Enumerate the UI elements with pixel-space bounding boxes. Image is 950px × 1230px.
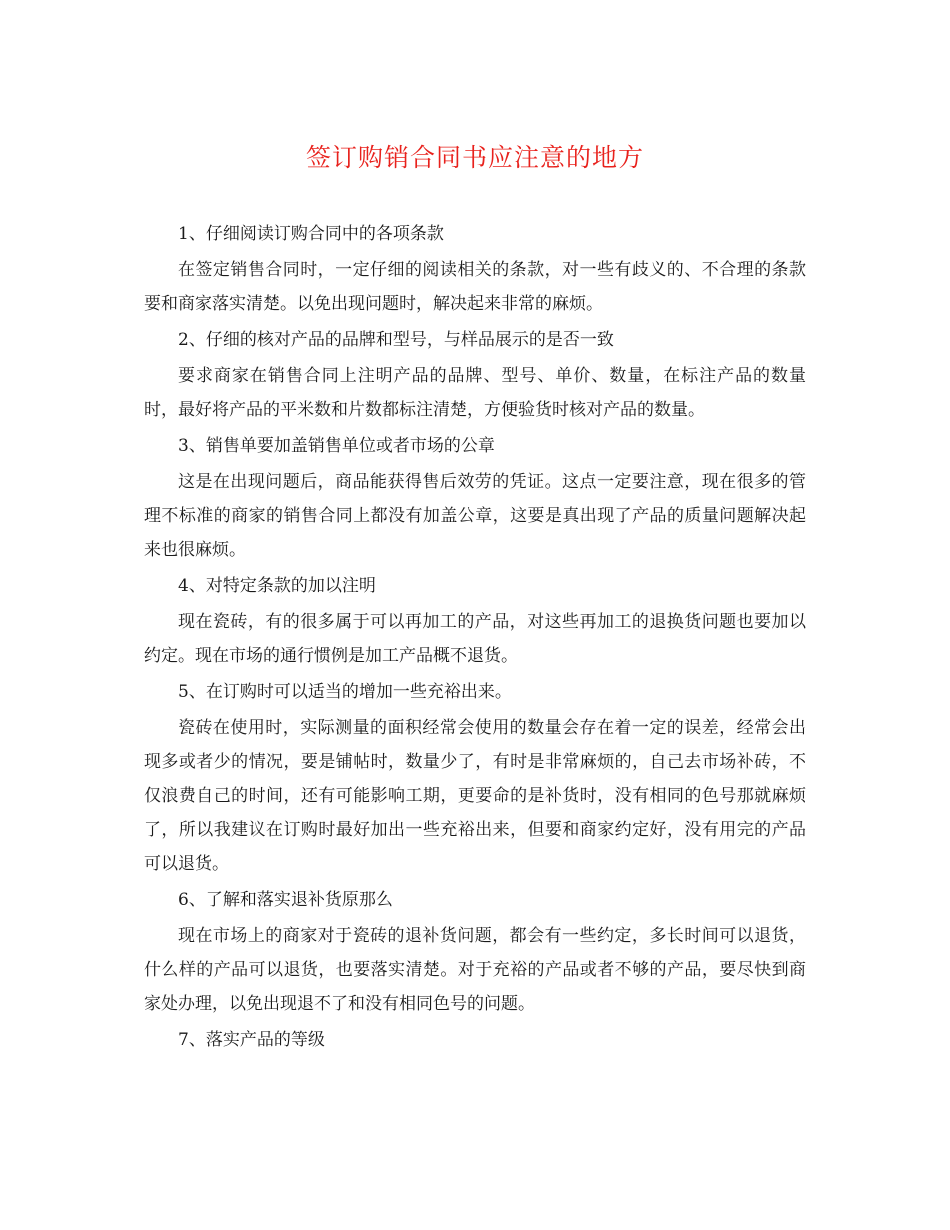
section-heading-6: 6、了解和落实退补货原那么 <box>178 890 393 910</box>
section-body-5: 瓷砖在使用时，实际测量的面积经常会使用的数量会存在着一定的误差，经常会出现多或者少的情况，要是铺帖时，数量少了，有时是非常麻烦的，自己去市场补砖，不仅浪费自己的时间，还有可能影响工期，更要命的是补货时，没有相同的色号那就麻烦了，所以我建议在订购时最好加出一些充裕出来，但要和商家约定好，没有用完的产品可以退货。 <box>144 718 806 874</box>
section-heading-2: 2、仔细的核对产品的品牌和型号，与样品展示的是否一致 <box>178 330 614 350</box>
document-title: 签订购销合同书应注意的地方 <box>305 143 644 172</box>
section-heading-3: 3、销售单要加盖销售单位或者市场的公章 <box>178 436 495 456</box>
section-heading-4: 4、对特定条款的加以注明 <box>178 576 376 596</box>
section-body-2: 要求商家在销售合同上注明产品的品牌、型号、单价、数量，在标注产品的数量时，最好将产品的平米数和片数都标注清楚，方便验货时核对产品的数量。 <box>144 366 806 420</box>
section-body-3: 这是在出现问题后，商品能获得售后效劳的凭证。这点一定要注意，现在很多的管理不标准的商家的销售合同上都没有加盖公章，这要是真出现了产品的质量问题解决起来也很麻烦。 <box>144 472 806 560</box>
section-body-1: 在签定销售合同时，一定仔细的阅读相关的条款，对一些有歧义的、不合理的条款要和商家落实清楚。以免出现问题时，解决起来非常的麻烦。 <box>144 260 806 314</box>
section-body-6: 现在市场上的商家对于瓷砖的退补货问题，都会有一些约定，多长时间可以退货，什么样的产品可以退货，也要落实清楚。对于充裕的产品或者不够的产品，要尽快到商家处办理，以免出现退不了和没有相同色号的问题。 <box>144 926 806 1014</box>
section-heading-7: 7、落实产品的等级 <box>178 1030 325 1050</box>
section-heading-5: 5、在订购时可以适当的增加一些充裕出来。 <box>178 682 512 702</box>
section-body-4: 现在瓷砖，有的很多属于可以再加工的产品，对这些再加工的退换货问题也要加以约定。现在市场的通行惯例是加工产品概不退货。 <box>144 612 806 666</box>
section-heading-1: 1、仔细阅读订购合同中的各项条款 <box>178 224 444 244</box>
document-body <box>144 217 806 1057</box>
